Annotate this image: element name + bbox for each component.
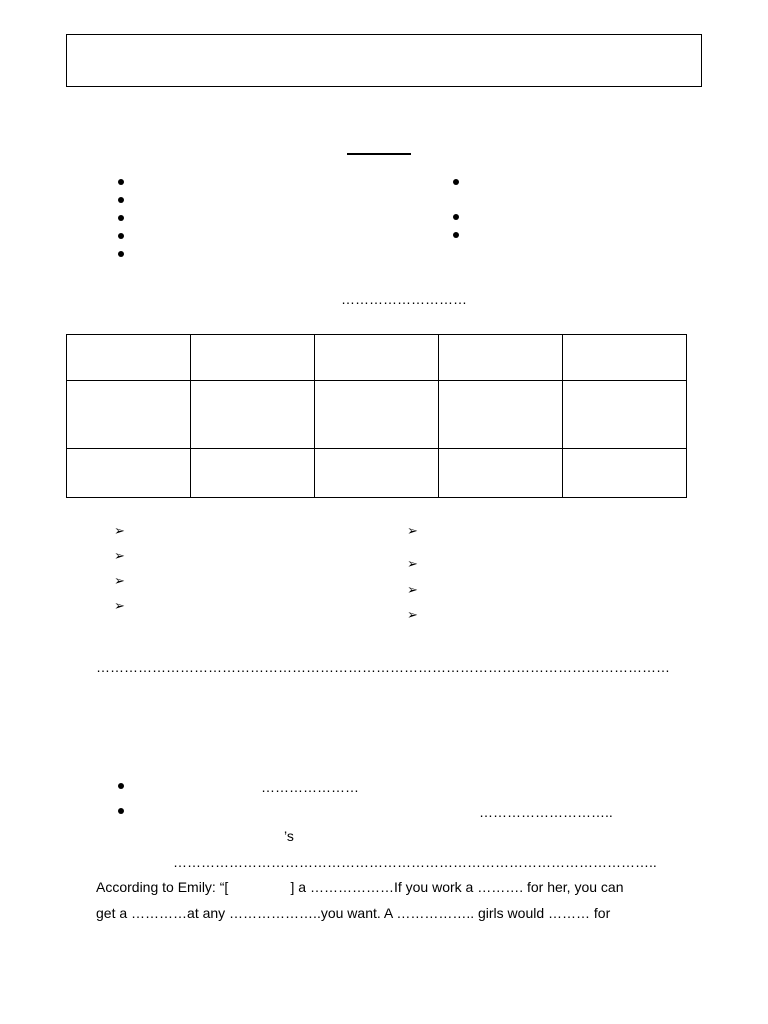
table-cell xyxy=(315,335,439,381)
table-cell xyxy=(315,449,439,498)
table-cell xyxy=(563,335,687,381)
bullet-icon xyxy=(118,215,124,221)
bullet-icon xyxy=(453,179,459,185)
arrow-bullet-icon: ➢ xyxy=(407,583,418,598)
header-box xyxy=(66,34,702,87)
bullet-icon xyxy=(453,232,459,238)
long-blank: …………………………………………………………………………………………………………… xyxy=(96,659,670,675)
table-cell xyxy=(439,449,563,498)
table-row xyxy=(67,335,687,381)
table-cell xyxy=(191,381,315,449)
table-cell xyxy=(191,449,315,498)
bullet-blank-2: ……………………….. xyxy=(479,804,613,820)
table-cell xyxy=(439,335,563,381)
arrow-bullet-icon: ➢ xyxy=(114,549,125,564)
bullet-icon xyxy=(453,214,459,220)
arrow-bullet-icon: ➢ xyxy=(114,574,125,589)
table-row xyxy=(67,449,687,498)
possessive-suffix: ’s xyxy=(284,828,294,844)
bullet-blank-1: ………………… xyxy=(261,779,359,795)
arrow-bullet-icon: ➢ xyxy=(114,524,125,539)
bullet-icon xyxy=(118,808,124,814)
table-cell xyxy=(191,335,315,381)
bullet-icon xyxy=(118,783,124,789)
paragraph-line-1: According to Emily: “[ ] a ………………If you work a ………. for her, you can xyxy=(96,879,624,895)
table-cell xyxy=(67,335,191,381)
bullet-icon xyxy=(118,179,124,185)
table-cell xyxy=(563,449,687,498)
table-cell xyxy=(67,381,191,449)
center-blank: ……………………… xyxy=(341,291,467,307)
lower-blank: ………………………………………………………………………………………….. xyxy=(173,854,657,870)
table-cell xyxy=(67,449,191,498)
arrow-bullet-icon: ➢ xyxy=(407,524,418,539)
paragraph-line-2: get a …………at any ………………..you want. A …………….. girls would ……… for xyxy=(96,905,611,921)
empty-table xyxy=(66,334,687,498)
table-cell xyxy=(563,381,687,449)
table-row xyxy=(67,381,687,449)
bullet-icon xyxy=(118,197,124,203)
table-cell xyxy=(439,381,563,449)
bullet-icon xyxy=(118,251,124,257)
table-cell xyxy=(315,381,439,449)
arrow-bullet-icon: ➢ xyxy=(407,557,418,572)
arrow-bullet-icon: ➢ xyxy=(407,608,418,623)
arrow-bullet-icon: ➢ xyxy=(114,599,125,614)
bullet-icon xyxy=(118,233,124,239)
title-underline xyxy=(347,153,411,155)
